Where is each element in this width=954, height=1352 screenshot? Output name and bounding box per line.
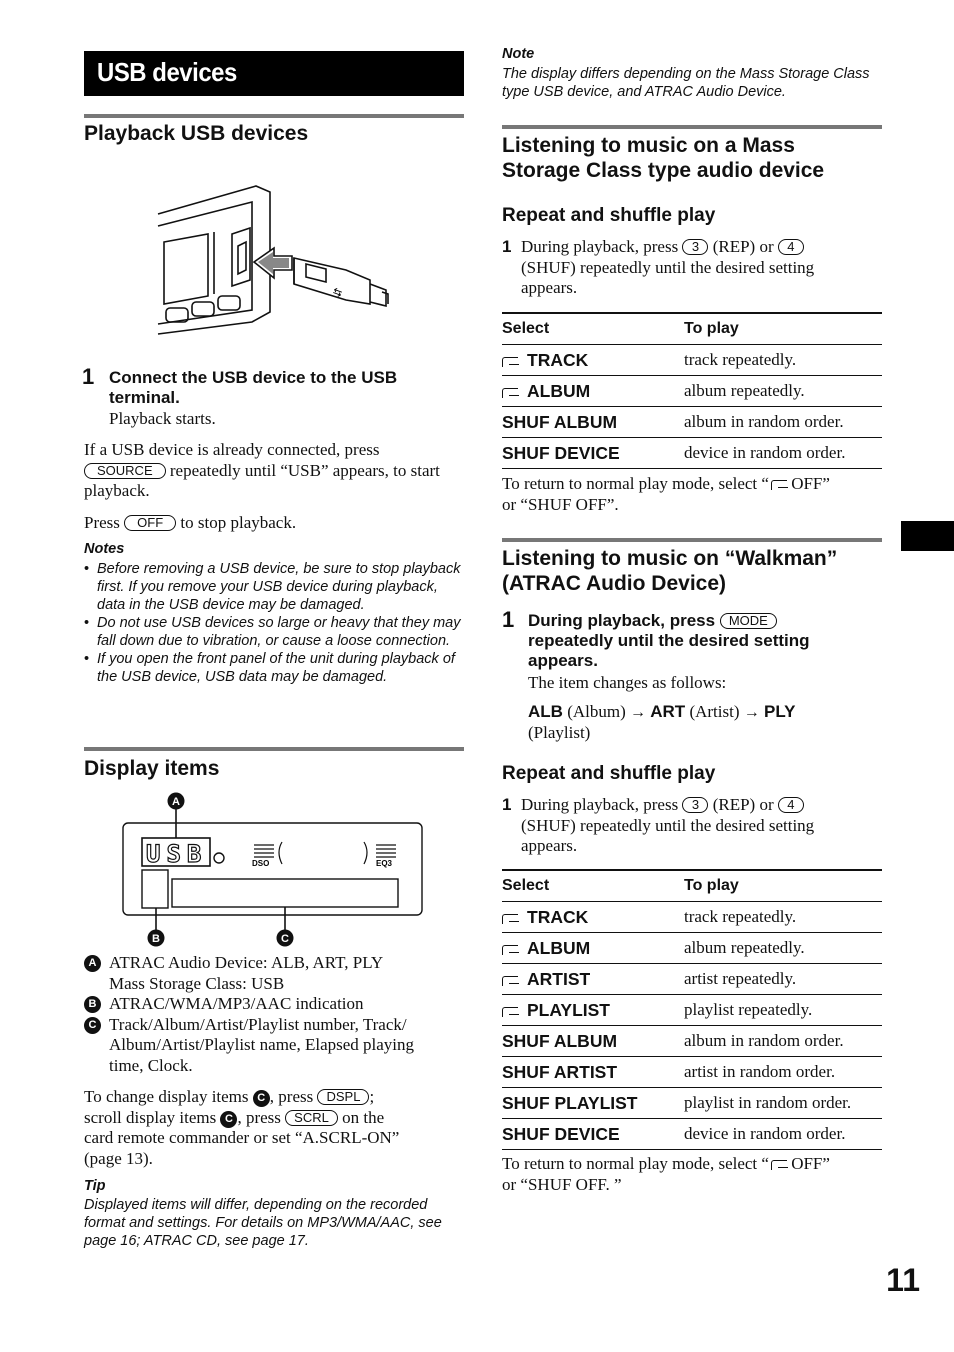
rep-button-3[interactable]: 3 xyxy=(682,797,708,813)
repeat-step-1-text: During playback, press 3 (REP) or 4 (SHUF) repeatedly until the desired setting appears. xyxy=(521,237,815,297)
walkman-step-1-number: 1 xyxy=(502,607,515,632)
playback-heading: Playback USB devices xyxy=(84,122,309,145)
notes-title: Notes xyxy=(84,541,125,557)
source-button[interactable]: SOURCE xyxy=(84,463,166,479)
walkman-item-sequence: ALB (Album) → ART (Artist) → PLY (Playlist) xyxy=(528,702,796,742)
repeat-icon xyxy=(502,945,518,955)
walkman-step-1-instruction: During playback, press MODE repeatedly until the desired setting appears. xyxy=(528,611,810,670)
shuf-button-4[interactable]: 4 xyxy=(778,797,804,813)
repeat-icon xyxy=(502,357,518,367)
mode-button[interactable]: MODE xyxy=(720,613,777,629)
step-1-instruction: Connect the USB device to the USB terminal. xyxy=(109,368,398,407)
repeat-step-2-text: During playback, press 3 (REP) or 4 (SHUF) repeatedly until the desired setting appears. xyxy=(521,795,815,855)
table-row: SHUF DEVICE device in random order. xyxy=(502,1119,882,1150)
tip-title: Tip xyxy=(84,1178,106,1194)
note-item: • Do not use USB devices so large or heavy that they may fall down due to vibration, or cause a loose connection. xyxy=(84,615,461,649)
mass-storage-heading: Listening to music on a Mass Storage Class type audio device xyxy=(502,134,825,182)
table-row: SHUF PLAYLIST playlist in random order. xyxy=(502,1088,882,1119)
repeat-icon xyxy=(771,1160,787,1170)
page-title: USB devices xyxy=(97,57,237,87)
repeat-icon xyxy=(502,976,518,986)
callout-a: A xyxy=(172,796,180,808)
table-row: SHUF DEVICE device in random order. xyxy=(502,438,882,469)
table-row: ARTIST artist repeatedly. xyxy=(502,964,882,995)
display-item-c: C Track/Album/Artist/Playlist number, Track/ Album/Artist/Playlist name, Elapsed playing time, Clock. xyxy=(84,1015,464,1077)
section-rule xyxy=(84,747,464,751)
repeat-heading-1: Repeat and shuffle play xyxy=(502,205,716,226)
step-1-result: Playback starts. xyxy=(109,409,216,428)
scrl-button[interactable]: SCRL xyxy=(285,1110,338,1126)
table-row: SHUF ALBUM album in random order. xyxy=(502,1026,882,1057)
table-row: TRACK track repeatedly. xyxy=(502,345,882,376)
lcd-dso-indicator: DSO xyxy=(252,859,270,868)
section-rule xyxy=(502,538,882,542)
walkman-heading: Listening to music on “Walkman” (ATRAC Audio Device) xyxy=(502,547,838,595)
section-rule xyxy=(502,125,882,129)
marker-c: C xyxy=(84,1017,101,1034)
svg-text:⇆: ⇆ xyxy=(330,284,345,300)
shuf-button-4[interactable]: 4 xyxy=(778,239,804,255)
repeat-heading-2: Repeat and shuffle play xyxy=(502,763,716,784)
page-title-bar xyxy=(84,51,464,96)
rep-button-3[interactable]: 3 xyxy=(682,239,708,255)
section-rule xyxy=(84,114,464,118)
para-source: If a USB device is already connected, press SOURCE repeatedly until “USB” appears, to start playback. xyxy=(84,440,440,500)
step-1-number: 1 xyxy=(82,364,95,389)
display-items-heading: Display items xyxy=(84,757,220,780)
repeat-icon xyxy=(502,388,518,398)
callout-c: C xyxy=(281,933,289,945)
table-row: SHUF ALBUM album in random order. xyxy=(502,407,882,438)
note-item: • Before removing a USB device, be sure to stop playback first. If you remove your USB device during playback, data in the USB device may be damaged. xyxy=(84,561,461,613)
table-row: PLAYLIST playlist repeatedly. xyxy=(502,995,882,1026)
change-display-para: To change display items C , press DSPL ; scroll display items C , press SCRL on the card remote commander or set “A.SCRL-ON” (page 13). xyxy=(84,1087,400,1168)
mass-storage-play-table xyxy=(502,312,882,469)
marker-c-inline: C xyxy=(253,1090,270,1107)
callout-b: B xyxy=(152,933,160,945)
off-button[interactable]: OFF xyxy=(124,515,176,531)
repeat-icon xyxy=(502,1007,518,1017)
section-tab-marker xyxy=(901,521,954,551)
repeat-step-2-number: 1 xyxy=(502,795,512,814)
repeat-icon xyxy=(771,480,787,490)
para-off: Press OFF to stop playback. xyxy=(84,513,297,532)
col-select: Select xyxy=(502,870,684,902)
note-text: The display differs depending on the Mass Storage Class type USB device, and ATRAC Audio Device. xyxy=(502,66,870,100)
table-row: TRACK track repeatedly. xyxy=(502,902,882,933)
note-title: Note xyxy=(502,46,535,62)
notes-list xyxy=(84,560,464,686)
walkman-step-result: The item changes as follows: xyxy=(528,673,727,692)
marker-c-inline: C xyxy=(220,1111,237,1128)
display-item-a: A ATRAC Audio Device: ALB, ART, PLY Mass Storage Class: USB xyxy=(84,953,464,994)
repeat-step-1-number: 1 xyxy=(502,237,512,256)
marker-b: B xyxy=(84,996,101,1013)
col-toplay: To play xyxy=(684,313,882,345)
display-items-list xyxy=(84,953,464,1076)
dspl-button[interactable]: DSPL xyxy=(317,1089,369,1105)
table-row: ALBUM album repeatedly. xyxy=(502,933,882,964)
note-item: • If you open the front panel of the unit during playback of the USB device, USB data may be damaged. xyxy=(84,651,455,685)
usb-connection-illustration xyxy=(156,184,392,344)
tip-text: Displayed items will differ, depending on the recorded format and settings. For details on MP3/WMA/AAC, see page 16; ATRAC CD, see page 17. xyxy=(84,1197,442,1249)
lcd-source-text: USB xyxy=(146,840,208,868)
marker-a: A xyxy=(84,955,101,972)
page-number: 11 xyxy=(886,1262,920,1298)
display-items-illustration xyxy=(120,792,426,948)
table-row: ALBUM album repeatedly. xyxy=(502,376,882,407)
table-row: SHUF ARTIST artist in random order. xyxy=(502,1057,882,1088)
col-select: Select xyxy=(502,313,684,345)
display-item-b: B ATRAC/WMA/MP3/AAC indication xyxy=(84,994,464,1015)
return-normal-2: To return to normal play mode, select “ OFF” or “SHUF OFF. ” xyxy=(502,1154,830,1194)
lcd-eq3-indicator: EQ3 xyxy=(376,859,393,868)
repeat-icon xyxy=(502,914,518,924)
return-normal-1: To return to normal play mode, select “ OFF” or “SHUF OFF”. xyxy=(502,474,830,514)
col-toplay: To play xyxy=(684,870,882,902)
walkman-play-table xyxy=(502,869,882,1150)
